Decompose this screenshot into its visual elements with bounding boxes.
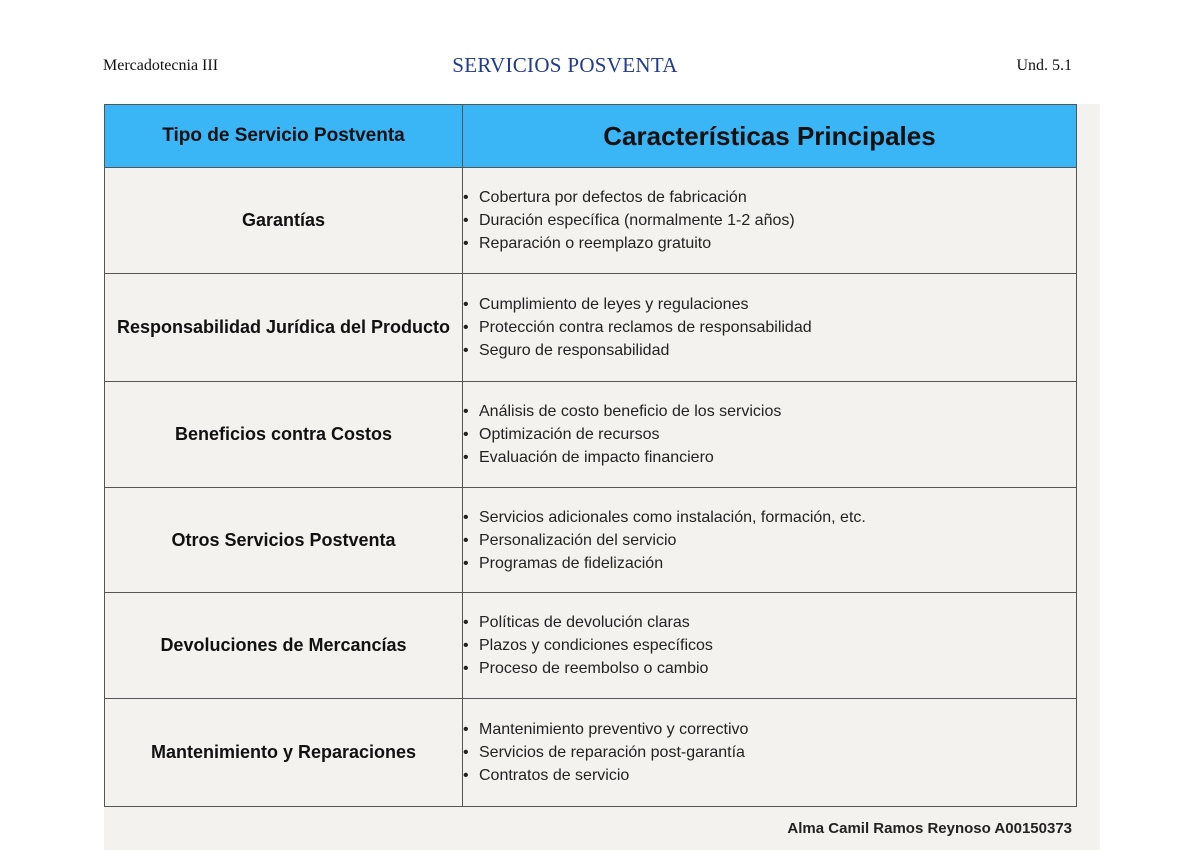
list-item: • Evaluación de impacto financiero	[463, 449, 714, 466]
list-item: • Reparación o reemplazo gratuito	[463, 235, 712, 252]
list-item: • Seguro de responsabilidad	[463, 342, 670, 359]
list-item: • Mantenimiento preventivo y correctivo	[463, 721, 749, 738]
table-row	[105, 593, 1077, 699]
list-item: • Cobertura por defectos de fabricación	[463, 189, 747, 206]
table-row	[105, 382, 1077, 488]
features-cell	[463, 593, 1077, 699]
list-item: • Optimización de recursos	[463, 426, 660, 443]
list-item: • Análisis de costo beneficio de los servicios	[463, 403, 782, 420]
services-table	[104, 104, 1077, 807]
list-item: • Cumplimiento de leyes y regulaciones	[463, 296, 749, 313]
list-item: • Protección contra reclamos de responsabilidad	[463, 319, 812, 336]
infographic-sheet	[104, 104, 1100, 850]
list-item: • Plazos y condiciones específicos	[463, 637, 713, 654]
features-cell	[463, 488, 1077, 593]
service-type-cell: Mantenimiento y Reparaciones	[105, 699, 463, 807]
service-type-cell: Devoluciones de Mercancías	[105, 593, 463, 699]
list-item: • Políticas de devolución claras	[463, 614, 690, 631]
table-header-row	[105, 105, 1077, 168]
list-item: • Personalización del servicio	[463, 531, 677, 549]
service-type-cell: Beneficios contra Costos	[105, 382, 463, 488]
service-type-cell: Otros Servicios Postventa	[105, 488, 463, 593]
column-header-type: Tipo de Servicio Postventa	[105, 105, 463, 168]
unit-label: Und. 5.1	[1016, 57, 1072, 74]
table-row	[105, 168, 1077, 274]
list-item: • Proceso de reembolso o cambio	[463, 660, 709, 677]
service-type-cell: Garantías	[105, 168, 463, 274]
list-item: • Servicios adicionales como instalación, formación, etc.	[463, 508, 866, 526]
author-credit: Alma Camil Ramos Reynoso A00150373	[787, 820, 1072, 837]
features-cell	[463, 274, 1077, 382]
table-row	[105, 699, 1077, 807]
list-item: • Contratos de servicio	[463, 767, 630, 784]
features-cell	[463, 382, 1077, 488]
table-row	[105, 274, 1077, 382]
column-header-features: Características Principales	[463, 105, 1077, 168]
list-item: • Servicios de reparación post-garantía	[463, 744, 745, 761]
table-row	[105, 488, 1077, 593]
course-name: Mercadotecnia III	[103, 57, 219, 74]
features-cell	[463, 699, 1077, 807]
features-cell	[463, 168, 1077, 274]
service-type-cell: Responsabilidad Jurídica del Producto	[105, 274, 463, 382]
list-item: • Duración específica (normalmente 1-2 años)	[463, 212, 795, 229]
list-item: • Programas de fidelización	[463, 554, 664, 572]
document-title: SERVICIOS POSVENTA	[452, 53, 678, 77]
